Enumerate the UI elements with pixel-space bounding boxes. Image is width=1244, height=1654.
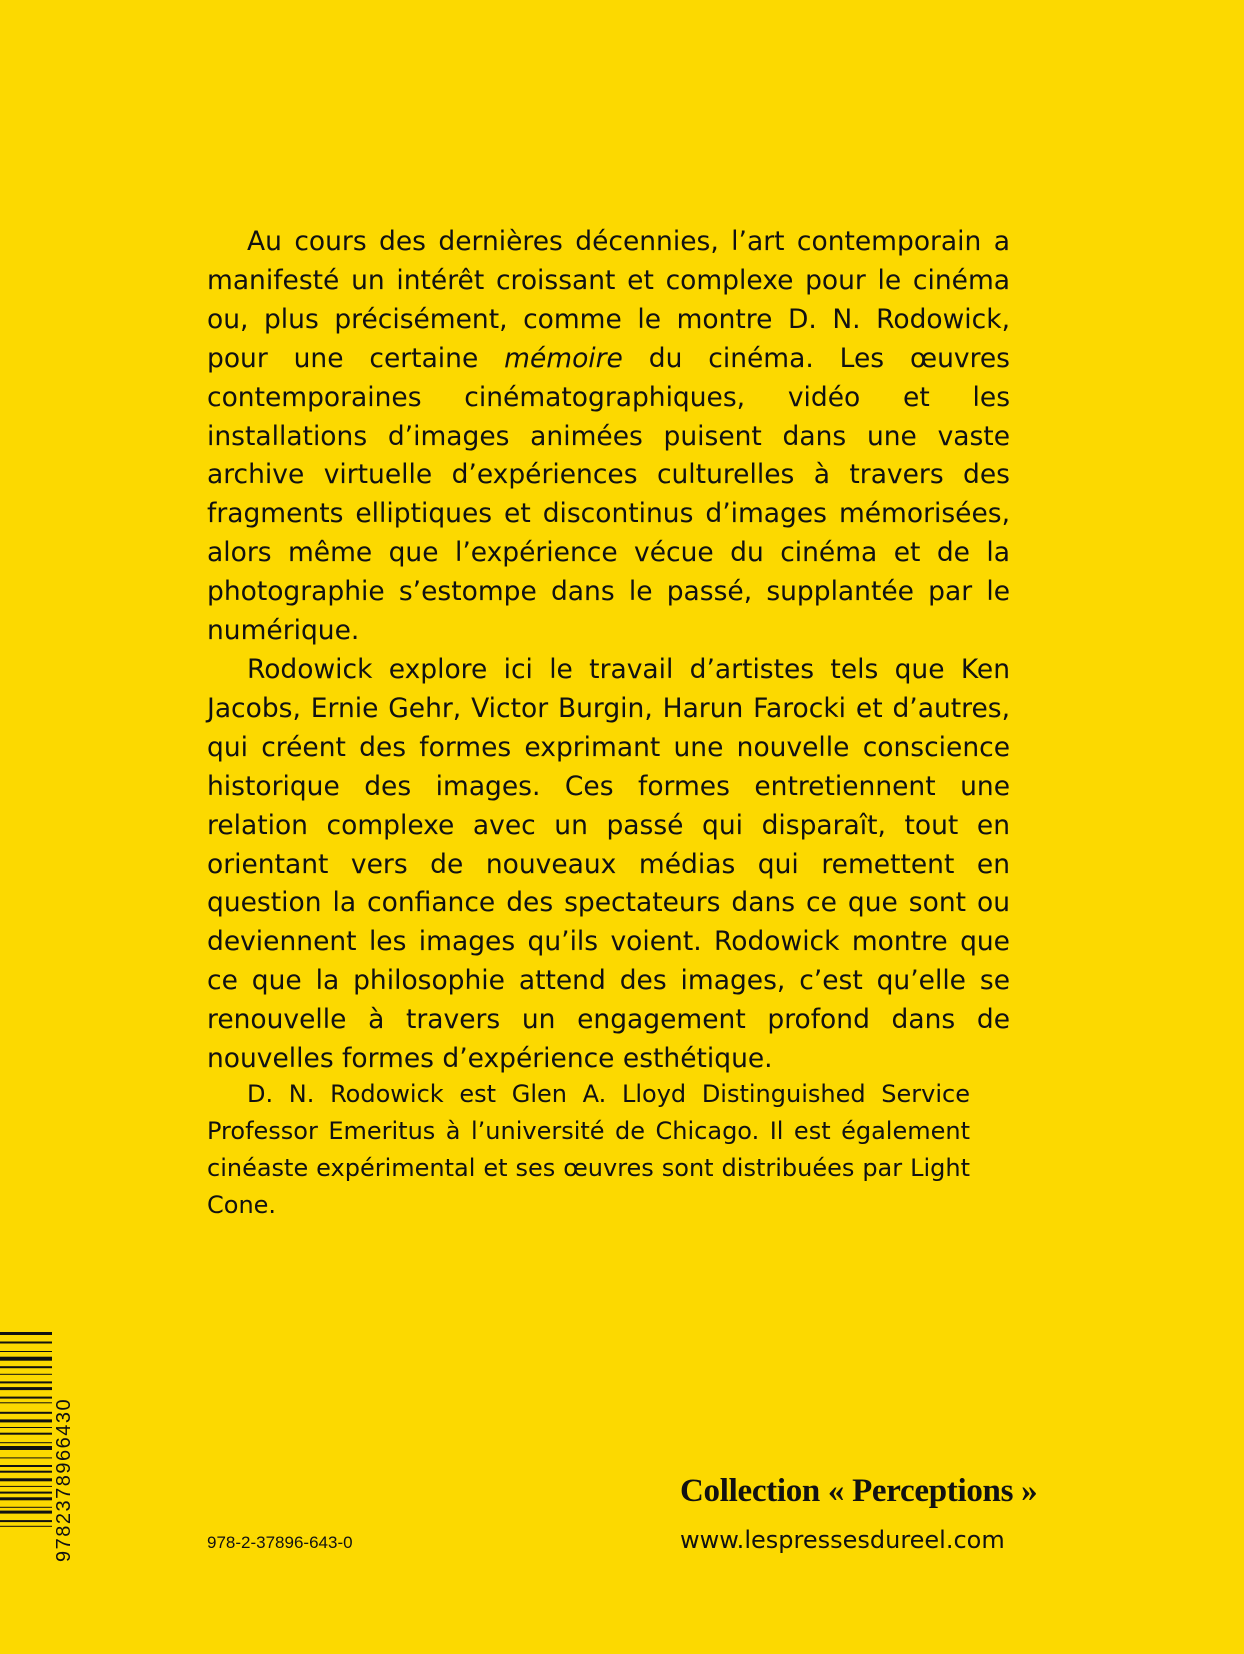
author-bio [207, 1076, 970, 1224]
back-cover-summary [207, 223, 1010, 1079]
publisher-website: www.lespressesdureel.com [680, 1526, 1005, 1554]
summary-paragraph-1 [207, 223, 1010, 651]
barcode-bars [0, 1332, 52, 1527]
author-bio-text: D. N. Rodowick est Glen A. Lloyd Distinguished Service Professor Emeritus à l’université de Chicago. Il est également cinéaste expérimental et ses œuvres sont distribuées par Light Cone. [207, 1080, 970, 1219]
summary-text-1b: du cinéma. Les œuvres contemporaines cinématographiques, vidéo et les installations d’images animées puisent dans une vaste archive virtuelle d’expériences culturelles à travers des fragments elliptiques et discontinus d’images mémorisées, alors même que l’expérience vécue du cinéma et de la photographie s’estompe dans le passé, supplantée par le numérique. [207, 342, 1010, 647]
summary-emphasis: mémoire [504, 342, 623, 374]
summary-paragraph-2: Rodowick explore ici le travail d’artistes tels que Ken Jacobs, Ernie Gehr, Victor Burgin, Harun Farocki et d’autres, qui créent des formes exprimant une nouvelle conscience historique des images. Ces formes entretiennent une relation complexe avec un passé qui disparaît, tout en orientant vers de nouveaux médias qui remettent en question la confiance des spectateurs dans ce que sont ou deviennent les images qu’ils voient. Rodowick montre que ce que la philosophie attend des images, c’est qu’elle se renouvelle à travers un engagement profond dans de nouvelles formes d’expérience esthétique. [207, 653, 1010, 1075]
isbn-label: 978-2-37896-643-0 [207, 1533, 353, 1552]
barcode-digits: 9782378966430 [53, 1397, 75, 1562]
collection-title: Collection « Perceptions » [680, 1473, 1038, 1509]
summary-text-1a: Au cours des dernières décennies, l’art contemporain a manifesté un intérêt croissant et complexe pour le cinéma ou, plus précisément, comme le montre D. N. Rodowick, pour une certaine [207, 226, 1010, 374]
barcode-icon [0, 1332, 80, 1564]
